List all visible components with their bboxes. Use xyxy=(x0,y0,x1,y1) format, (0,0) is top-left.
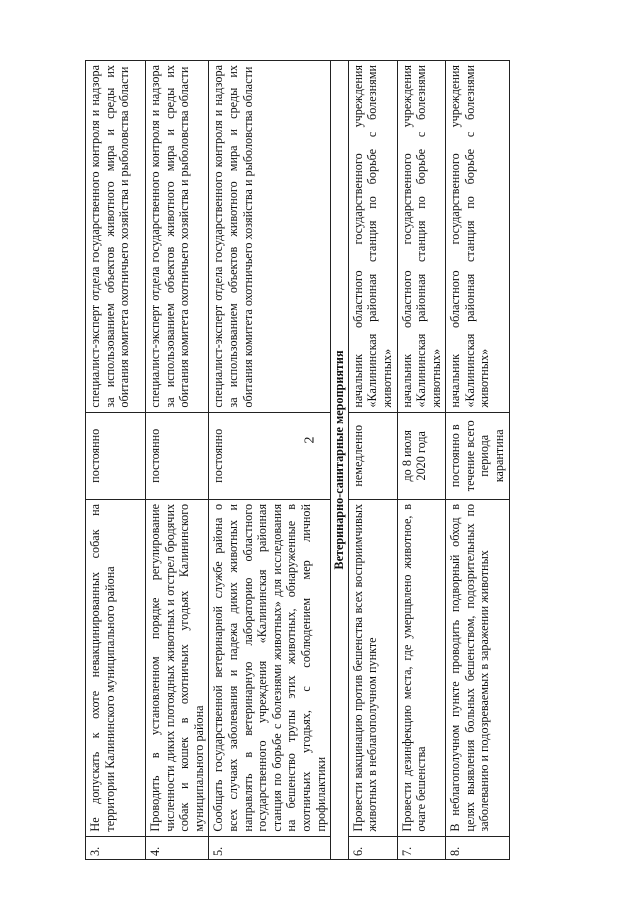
table-row xyxy=(446,61,509,860)
event-cell: В неблагополучном пункте проводить подворный обход в целях выявления больных бешенством, подозрительных по заболеванию и подозреваемых в заражении животных xyxy=(446,499,509,836)
responsible-cell: специалист-эксперт отдела государственного контроля и надзора за использованием объектов животного мира и среды их обитания комитета охотничьего хозяйства и рыболовства области xyxy=(209,61,331,413)
measures-table xyxy=(85,60,510,860)
term-cell: постоянно xyxy=(86,412,146,499)
table-row xyxy=(348,61,397,860)
row-number: 6. xyxy=(348,836,397,859)
table-row xyxy=(209,61,331,860)
event-cell: Проводить в установленном порядке регулирование численности диких плотоядных животных и отстрел бродячих собак и кошек в охотничьих угодьях Калининского муниципального района xyxy=(146,499,209,836)
term-cell: до 8 июля 2020 года xyxy=(397,412,446,499)
document-rotated-content xyxy=(85,60,571,860)
row-number: 8. xyxy=(446,836,509,859)
table-row xyxy=(146,61,209,860)
event-cell: Сообщать государственной ветеринарной службе района о всех случаях заболевания и падежа диких животных и направлять в ветеринарную лабораторию областного государственного учреждения «Калининская районная станция по борьбе с болезнями животных» для исследования на бешенство трупы этих животных, обнаруженные в охотничьих угодьях, с соблюдением мер личной профилактики xyxy=(209,499,331,836)
responsible-cell: начальник областного государственного учреждения «Калининская районная станция по борьбе с болезнями животных» xyxy=(397,61,446,413)
term-cell: постоянно xyxy=(146,412,209,499)
term-cell: постоянно в течение всего периода карантина xyxy=(446,412,509,499)
page-number: 2 xyxy=(302,436,318,444)
event-cell: Провести вакцинацию против бешенства всех восприимчивых животных в неблагополучном пункте xyxy=(348,499,397,836)
responsible-cell: начальник областного государственного учреждения «Калининская районная станция по борьбе с болезнями животных» xyxy=(446,61,509,413)
event-cell: Не допускать к охоте невакцинированных собак на территории Калининского муниципального района xyxy=(86,499,146,836)
responsible-cell: специалист-эксперт отдела государственного контроля и надзора за использованием объектов животного мира и среды их обитания комитета охотничьего хозяйства и рыболовства области xyxy=(86,61,146,413)
section-row xyxy=(331,61,349,860)
responsible-cell: специалист-эксперт отдела государственного контроля и надзора за использованием объектов животного мира и среды их обитания комитета охотничьего хозяйства и рыболовства области xyxy=(146,61,209,413)
term-cell: постоянно xyxy=(209,412,331,499)
table-row xyxy=(397,61,446,860)
row-number: 3. xyxy=(86,836,146,859)
row-number: 4. xyxy=(146,836,209,859)
term-cell: немедленно xyxy=(348,412,397,499)
section-title: Ветеринарно-санитарные мероприятия xyxy=(331,61,349,860)
responsible-cell: начальник областного государственного учреждения «Калининская районная станция по борьбе с болезнями животных» xyxy=(348,61,397,413)
row-number: 5. xyxy=(209,836,331,859)
event-cell: Провести дезинфекцию места, где умерщвлено животное, в очаге бешенства xyxy=(397,499,446,836)
row-number: 7. xyxy=(397,836,446,859)
table-row xyxy=(86,61,146,860)
